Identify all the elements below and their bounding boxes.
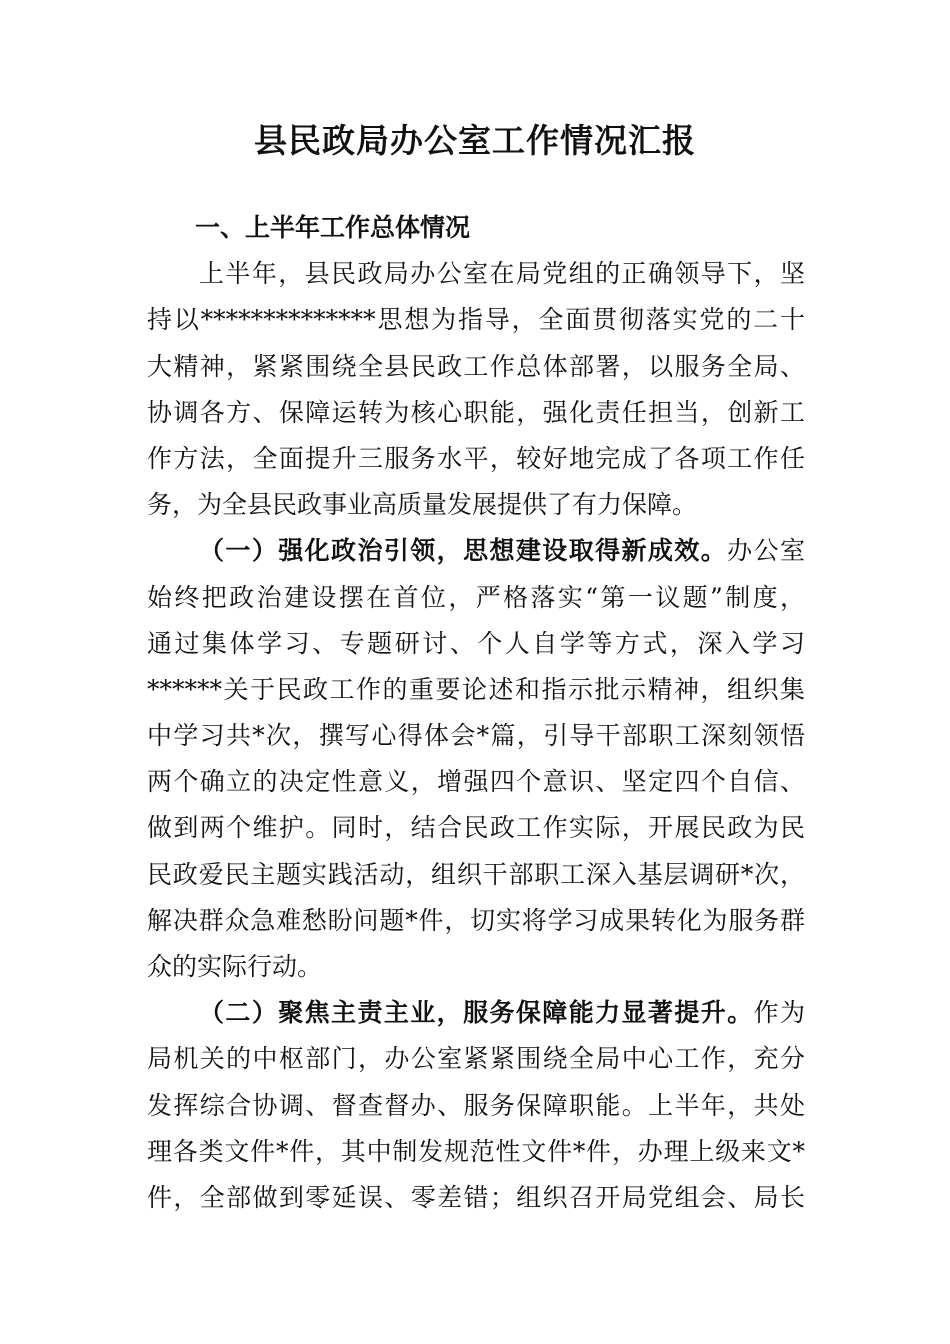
text-line <box>147 575 805 621</box>
text-line <box>147 251 805 297</box>
text-line <box>147 390 805 436</box>
line-text: 作方法，全面提升三服务水平，较好地完成了各项工作任 <box>147 443 805 473</box>
text-line <box>147 528 805 574</box>
line-text: 上半年，县民政局办公室在局党组的正确领导下，坚 <box>199 259 805 289</box>
subheading-text: （一）强化政治引领，思想建设取得新成效。 <box>199 536 728 566</box>
line-text: 件，全部做到零延误、零差错；组织召开局党组会、局长 <box>147 1182 805 1212</box>
text-line <box>147 1036 805 1082</box>
document-title: 县民政局办公室工作情况汇报 <box>254 121 696 160</box>
line-text: 通过集体学习、专题研讨、个人自学等方式，深入学习 <box>147 628 805 658</box>
line-text: 两个确立的决定性意义，增强四个意识、坚定四个自信、 <box>147 767 805 797</box>
text-line <box>147 344 805 390</box>
line-text: 解决群众急难愁盼问题*件，切实将学习成果转化为服务群 <box>147 905 805 935</box>
text-line <box>147 436 805 482</box>
line-text: 办公室 <box>727 536 805 566</box>
subheading-text: （二）聚焦主责主业，服务保障能力显著提升。 <box>199 998 754 1028</box>
text-line <box>147 297 805 343</box>
text-line <box>147 1175 805 1221</box>
line-text: 理各类文件*件，其中制发规范性文件*件，办理上级来文* <box>147 1136 805 1166</box>
text-line <box>147 1083 805 1129</box>
text-line <box>147 805 805 851</box>
line-text: 做到两个维护。同时，结合民政工作实际，开展民政为民 <box>147 813 805 843</box>
text-line <box>147 990 805 1036</box>
line-text: 持以**************思想为指导，全面贯彻落实党的二十 <box>147 305 805 335</box>
line-text: 大精神，紧紧围绕全县民政工作总体部署，以服务全局、 <box>147 351 805 381</box>
text-line <box>147 759 805 805</box>
line-text: 中学习共*次，撰写心得体会*篇，引导干部职工深刻领悟 <box>147 721 805 751</box>
line-text: 民政爱民主题实践活动，组织干部职工深入基层调研*次， <box>147 859 805 889</box>
paragraphs <box>147 251 805 1221</box>
text-line <box>147 667 805 713</box>
text-line <box>147 482 805 528</box>
document-body <box>147 205 805 1221</box>
line-text: 发挥综合协调、督查督办、服务保障职能。上半年，共处 <box>147 1090 805 1120</box>
line-text: 务，为全县民政事业高质量发展提供了有力保障。 <box>147 490 698 520</box>
text-line <box>147 1129 805 1175</box>
text-line <box>147 898 805 944</box>
text-line <box>147 713 805 759</box>
text-line <box>147 852 805 898</box>
text-line <box>147 944 805 990</box>
line-text: 众的实际行动。 <box>147 952 323 981</box>
line-text: ******关于民政工作的重要论述和指示批示精神，组织集 <box>147 674 805 704</box>
text-line <box>147 621 805 667</box>
line-text: 始终把政治建设摆在首位，严格落实“第一议题”制度， <box>147 582 805 612</box>
line-text: 局机关的中枢部门，办公室紧紧围绕全局中心工作，充分 <box>147 1044 805 1074</box>
section-heading: 一、上半年工作总体情况 <box>195 213 471 242</box>
line-text: 协调各方、保障运转为核心职能，强化责任担当，创新工 <box>147 397 805 427</box>
line-text: 作为 <box>753 998 805 1028</box>
